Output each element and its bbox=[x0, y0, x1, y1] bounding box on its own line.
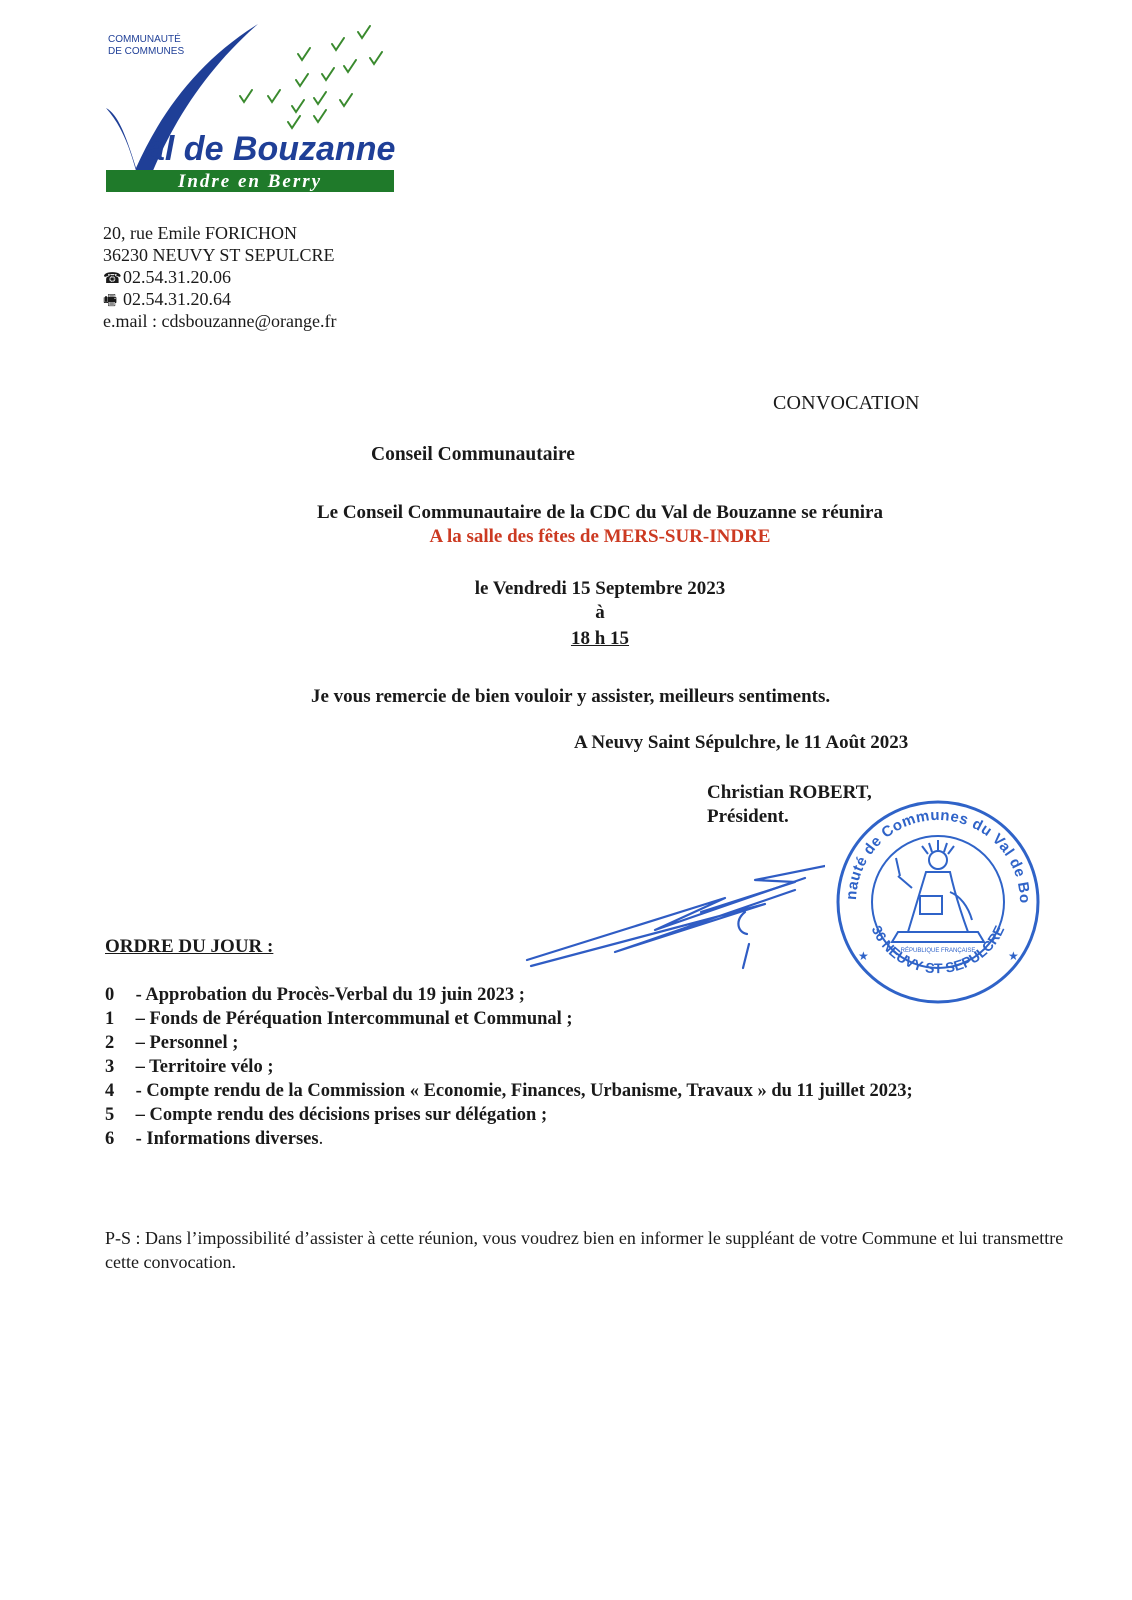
agenda-item: 4 - Compte rendu de la Commission « Economie, Finances, Urbanisme, Travaux » du 11 juillet 2023; bbox=[105, 1081, 913, 1101]
logo-name: al de Bouzanne bbox=[146, 130, 396, 168]
agenda-item: 5 – Compte rendu des décisions prises sur délégation ; bbox=[105, 1105, 548, 1125]
meeting-date: le Vendredi 15 Septembre 2023 bbox=[474, 578, 726, 599]
agenda-title: ORDRE DU JOUR : bbox=[105, 936, 274, 957]
signature bbox=[525, 860, 825, 980]
agenda-item: 1 – Fonds de Péréquation Intercommunal et Communal ; bbox=[105, 1009, 573, 1029]
official-stamp bbox=[828, 792, 1048, 1012]
signatory-role: Président. bbox=[707, 806, 789, 827]
fax-icon: 🖷 bbox=[103, 293, 118, 309]
document-title: CONVOCATION bbox=[773, 392, 920, 414]
agenda-item: 0 - Approbation du Procès-Verbal du 19 juin 2023 ; bbox=[105, 985, 525, 1005]
address-phone: 02.54.31.20.06 bbox=[123, 267, 231, 287]
agenda-list bbox=[105, 983, 913, 1151]
address-phone-line bbox=[103, 266, 231, 290]
meeting-place: A la salle des fêtes de MERS-SUR-INDRE bbox=[429, 526, 771, 547]
stamp-star-left: ★ bbox=[858, 949, 869, 963]
logo-green-checks bbox=[240, 26, 382, 128]
address-street: 20, rue Emile FORICHON bbox=[103, 223, 297, 243]
address-city: 36230 NEUVY ST SEPULCRE bbox=[103, 245, 335, 265]
signatory-name: Christian ROBERT, bbox=[707, 782, 872, 803]
agenda-item: 3 – Territoire vélo ; bbox=[105, 1057, 274, 1077]
thanks-text: Je vous remercie de bien vouloir y assister, meilleurs sentiments. bbox=[311, 686, 831, 707]
stamp-top-text: nauté de Communes du Val de Bo bbox=[842, 806, 1034, 904]
address-fax: 02.54.31.20.64 bbox=[123, 289, 231, 309]
heading: Conseil Communautaire bbox=[371, 444, 575, 465]
stamp-inner-text: RÉPUBLIQUE FRANÇAISE bbox=[900, 948, 976, 954]
logo-banner-text: Indre en Berry bbox=[177, 171, 323, 192]
stamp-figure bbox=[892, 840, 984, 942]
logo-top-text-1: COMMUNAUTÉ bbox=[108, 34, 181, 45]
logo-top-text-2: DE COMMUNES bbox=[108, 46, 185, 57]
place-date: A Neuvy Saint Sépulchre, le 11 Août 2023 bbox=[574, 732, 909, 753]
address-email: e.mail : cdsbouzanne@orange.fr bbox=[103, 311, 337, 331]
postscript: P-S : Dans l’impossibilité d’assister à cette réunion, vous voudrez bien en informer le suppléant de votre Commune et lui transmettre cette convocation. bbox=[105, 1228, 1064, 1272]
intro-text: Le Conseil Communautaire de la CDC du Val de Bouzanne se réunira bbox=[316, 502, 883, 523]
stamp-star-right: ★ bbox=[1008, 949, 1019, 963]
agenda-item: 2 – Personnel ; bbox=[105, 1033, 239, 1053]
meeting-time: 18 h 15 bbox=[570, 628, 630, 649]
agenda-item: 6 - Informations diverses. bbox=[105, 1129, 324, 1149]
phone-icon: ☎ bbox=[103, 271, 122, 287]
stamp-bottom-text: 36 NEUVY ST SEPULCRE bbox=[868, 922, 1008, 977]
meeting-at: à bbox=[595, 602, 605, 623]
logo bbox=[100, 18, 410, 203]
address-fax-line bbox=[103, 288, 231, 312]
